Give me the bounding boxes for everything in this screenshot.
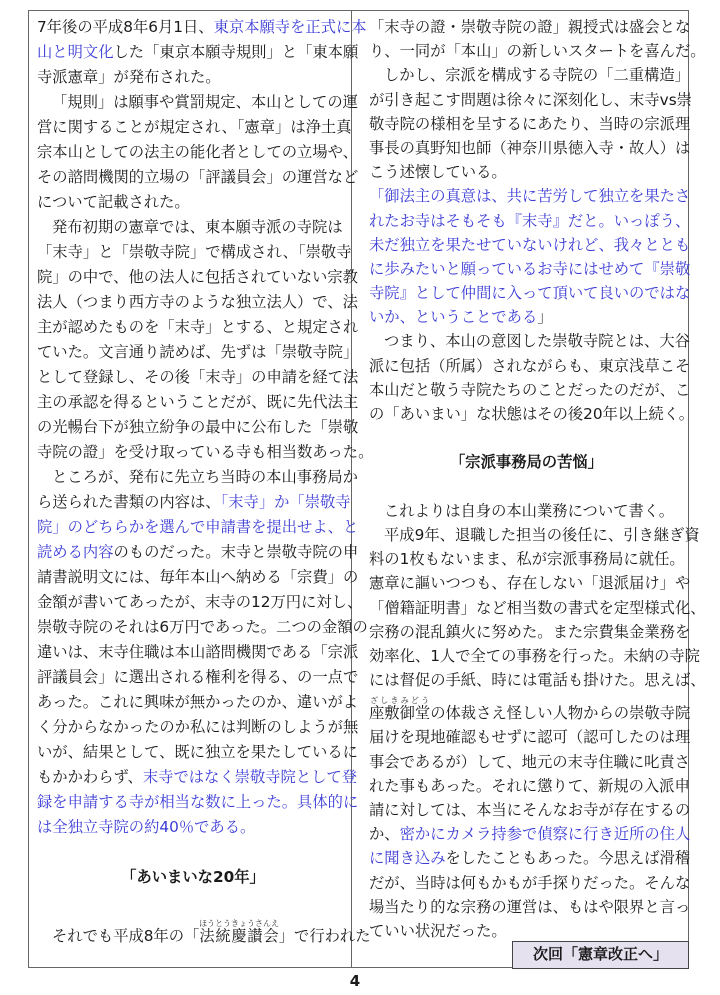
text: 宗本山としての法主の能化者としての立場や、	[37, 143, 358, 161]
text: 「あいまいな20年」	[121, 868, 265, 886]
text-line	[369, 547, 684, 571]
text-line	[37, 515, 359, 540]
text-line	[37, 240, 352, 265]
text: 「末寺」と「崇敬寺院」で構成され、「崇敬寺	[37, 243, 352, 261]
text-line	[37, 565, 359, 590]
text-line	[369, 257, 691, 281]
text-line	[369, 15, 691, 39]
text: 法人（つまり西方寺のような独立法人）で、法	[37, 293, 358, 311]
section-heading	[369, 450, 684, 474]
text: 宗務の混乱鎮火に努めた。また宗費集金業務を	[369, 622, 691, 641]
text-line	[369, 160, 684, 184]
text: 請書説明文には、毎年本山へ納める「宗費」の	[37, 568, 359, 586]
highlighted-text: は全独立寺院の約40％である。	[37, 818, 256, 836]
text-line	[369, 644, 700, 668]
text: もかかわらず、	[37, 768, 143, 786]
highlighted-text: に聞き込み	[369, 849, 446, 868]
spacer	[37, 890, 349, 915]
text-line	[37, 290, 358, 315]
ruby-term	[199, 919, 280, 945]
text-line	[37, 390, 359, 415]
text-line	[369, 620, 691, 644]
text-line	[37, 140, 358, 165]
text: 派に包括（所属）されながらも、東京浅草こそ	[369, 356, 691, 375]
text-line	[37, 190, 349, 215]
text: 「宗派事務局の苦悩」	[450, 453, 603, 472]
highlighted-text: 山と明文化	[37, 43, 114, 61]
text-line	[37, 465, 358, 490]
text-line	[37, 915, 371, 949]
text-line	[369, 750, 690, 774]
spacer	[369, 426, 684, 450]
text: 発布初期の憲章では、東本願寺派の寺院は	[52, 218, 343, 236]
text: その諮問機関的立場の「評議員会」の運営など	[37, 168, 359, 186]
section-heading	[37, 865, 349, 890]
text: の光暢台下が独立紛争の最中に公布した「崇敬	[37, 418, 359, 436]
text: の体裁さえ怪しい人物からの崇敬寺院	[430, 704, 691, 723]
highlighted-text: 「末寺」か「崇敬寺	[220, 493, 351, 511]
text-line	[369, 499, 684, 523]
text: 評議員会」に選出される権利を得る、の一点で	[37, 668, 359, 686]
text-line	[37, 265, 358, 290]
text: 営に関することが規定され、「憲章」は浄土真	[37, 118, 352, 136]
highlighted-text: 読める内容	[37, 543, 114, 561]
text: 料の1枚もないまま、私が宗派事務局に就任。	[369, 550, 685, 569]
ruby-term	[369, 696, 431, 723]
text-line	[37, 90, 358, 115]
text-line	[37, 615, 368, 640]
text: として登録し、その後「末寺」の申請を経て法	[37, 368, 359, 386]
text-line	[37, 490, 349, 515]
text: 院」の中で、他の法人に包括されていない宗教	[37, 268, 358, 286]
text-line	[37, 415, 359, 440]
highlighted-text: 末寺ではなく崇敬寺院として登	[142, 768, 358, 786]
text-line	[37, 640, 359, 665]
text: 敬寺院の様相を呈するにあたり、当時の宗派理	[369, 114, 691, 133]
text: には督促の手紙、時には電話も掛けた。思えば、	[369, 671, 706, 690]
text-line	[37, 715, 359, 740]
text-line	[37, 340, 359, 365]
text: 金額が書いてあったが、末寺の12万円に対し、	[37, 593, 363, 611]
text: 主が認めたものを「末寺」とする、と規定され	[37, 318, 359, 336]
highlighted-text: 院」のどちらかを選んで申請書を提出せよ、と	[37, 518, 359, 536]
highlighted-text: 東京本願寺を正式に本	[213, 18, 367, 36]
text: ていい状況だった。	[369, 921, 507, 940]
text: 主の承認を得るということだが、既に先代法主	[37, 393, 359, 411]
text: が引き起こす問題は徐々に深刻化し、末寺vs崇	[369, 90, 692, 109]
highlighted-text: 未だ独立を果たせていないけれど、我々ととも	[369, 235, 691, 254]
text: について記載された。	[37, 193, 190, 211]
text: 寺院の證」を受け取っている寺も相当数あった。	[37, 443, 374, 461]
text-line	[37, 790, 359, 815]
highlighted-text: 密かにカメラ持参で偵察に行き近所の住人	[399, 825, 691, 844]
text-line	[369, 402, 695, 426]
text-line	[369, 668, 706, 692]
text-line	[37, 665, 359, 690]
text: いが、結果として、既に独立を果たしているに	[37, 743, 358, 761]
text-line	[37, 40, 359, 65]
text-line	[37, 740, 358, 765]
text-line	[37, 815, 349, 840]
text-line	[369, 822, 691, 846]
text-line	[369, 184, 691, 208]
page-number: 4	[349, 972, 361, 990]
spacer	[37, 840, 349, 865]
text: 「末寺の證・崇敬寺院の證」親授式は盛会とな	[369, 18, 691, 36]
highlighted-text: いか、ということである	[369, 308, 538, 327]
text: 事長の真野知也師（神奈川県徳入寺・故人）は	[369, 138, 691, 157]
right-column	[369, 15, 706, 943]
text-line	[369, 329, 690, 353]
text: のものだった。末寺と崇敬寺院の申	[113, 543, 359, 561]
text-line	[369, 523, 700, 547]
text-line	[369, 136, 691, 160]
ruby-base: 法統慶讃会	[199, 927, 280, 945]
text-line	[369, 63, 690, 87]
text: 本山だと敬う寺院たちのことだったのだが、こ	[369, 380, 691, 399]
text-line	[369, 281, 691, 305]
text: く分からなかったのか私には判断のしようが無	[37, 718, 359, 736]
text: り、一同が「本山」の新しいスタートを喜んだ。	[369, 42, 706, 61]
text: 違いは、末寺住職は本山諮問機関である「宗派	[37, 643, 359, 661]
text: しかし、宗派を構成する寺院の「二重構造」	[384, 66, 690, 85]
text-line	[37, 365, 359, 390]
text-line	[37, 540, 359, 565]
text-line	[369, 919, 684, 943]
text-line	[37, 315, 359, 340]
text-line	[37, 15, 367, 40]
text: の「あいまい」な状態はその後20年以上続く。	[369, 405, 695, 423]
text: 憲章に謳いつつも、存在しない「退派届け」や	[369, 574, 691, 593]
text-line	[369, 774, 690, 798]
text-line	[369, 112, 691, 136]
text: 効率化、1人で全ての事務を行った。未納の寺院	[369, 646, 700, 665]
text: だが、当時は何もかもが手探りだった。そんな	[369, 873, 691, 892]
text-line	[37, 765, 358, 790]
text-line	[37, 65, 349, 90]
text: つまり、本山の意図した崇敬寺院とは、大谷	[384, 332, 690, 351]
text: れた事もあった。それに懲りて、新規の入派申	[369, 776, 690, 795]
text: ところが、発布に先立ち当時の本山事務局か	[52, 468, 358, 486]
highlighted-text: 録を申請する寺が相当な数に上った。具体的に	[37, 793, 359, 811]
text-line	[37, 590, 363, 615]
spacer	[369, 475, 684, 499]
text: 」で行われた	[278, 927, 371, 945]
highlighted-text: れたお寺はそもそも『末寺』だと。いっぽう、	[369, 211, 691, 230]
text: 7年後の平成8年6月1日、	[37, 18, 214, 36]
text-line	[369, 571, 691, 595]
text: 「僧籍証明書」など相当数の書式を定型様式化、	[369, 598, 706, 617]
highlighted-text: に歩みたいと願っているお寺にはせめて『崇敬	[369, 259, 691, 278]
next-issue-box: 次回「憲章改正へ」	[512, 941, 689, 969]
text-line	[369, 378, 691, 402]
left-column	[37, 15, 374, 949]
text: 場当たり的な宗務の運営は、もはや限界と言っ	[369, 897, 691, 916]
text: 請に対しては、本当にそんなお寺が存在するの	[369, 801, 691, 819]
highlighted-text: 「御法主の真意は、共に苦労して独立を果たさ	[369, 187, 691, 206]
text: ていた。文言通り読めば、先ずは「崇敬寺院」	[37, 343, 359, 361]
text-line	[369, 895, 691, 919]
text-line	[369, 88, 692, 112]
text: ら送られた書類の内容は、	[37, 493, 221, 511]
text: をしたこともあった。今思えば滑稽	[445, 849, 691, 868]
text-line	[369, 871, 691, 895]
text: か、	[369, 825, 400, 844]
text: 届けを現地確認もせずに認可（認可したのは理	[369, 728, 691, 747]
ruby-base: 座敷御堂	[369, 704, 431, 723]
text: 」	[537, 308, 553, 327]
text-line	[37, 690, 359, 715]
text: 事会であるが）して、地元の末寺住職に叱責さ	[369, 752, 690, 771]
text-line	[37, 440, 374, 465]
text-line	[369, 725, 691, 749]
text-line	[369, 354, 691, 378]
furigana: ほうとうきょうさんえ	[199, 919, 280, 928]
text: 寺派憲章」が発布された。	[37, 68, 221, 86]
text-line	[37, 215, 349, 240]
text: 崇敬寺院のそれは6万円であった。二つの金額の	[37, 618, 368, 636]
text-line	[369, 233, 691, 257]
text-line	[369, 692, 691, 725]
furigana: ざしきみどう	[369, 696, 431, 706]
text-line	[369, 39, 706, 63]
text-line	[369, 798, 691, 822]
text-line	[369, 305, 684, 329]
text-line	[369, 596, 706, 620]
text: あった。これに興味が無かったのか、違いがよ	[37, 693, 359, 711]
text: これよりは自身の本山業務について書く。	[384, 501, 675, 520]
text-line	[37, 115, 352, 140]
text-line	[37, 165, 359, 190]
text-line	[369, 209, 691, 233]
text: した「東京本願寺規則」と「東本願	[113, 43, 359, 61]
text: こう述懐している。	[369, 163, 507, 182]
text: それでも平成8年の「	[52, 927, 200, 945]
text: 「規則」は願事や賞罰規定、本山としての運	[52, 93, 358, 111]
text: 平成9年、退職した担当の後任に、引き継ぎ資	[384, 525, 700, 544]
highlighted-text: 寺院』として仲間に入って頂いて良いのではな	[369, 284, 691, 303]
text-line	[369, 846, 691, 870]
